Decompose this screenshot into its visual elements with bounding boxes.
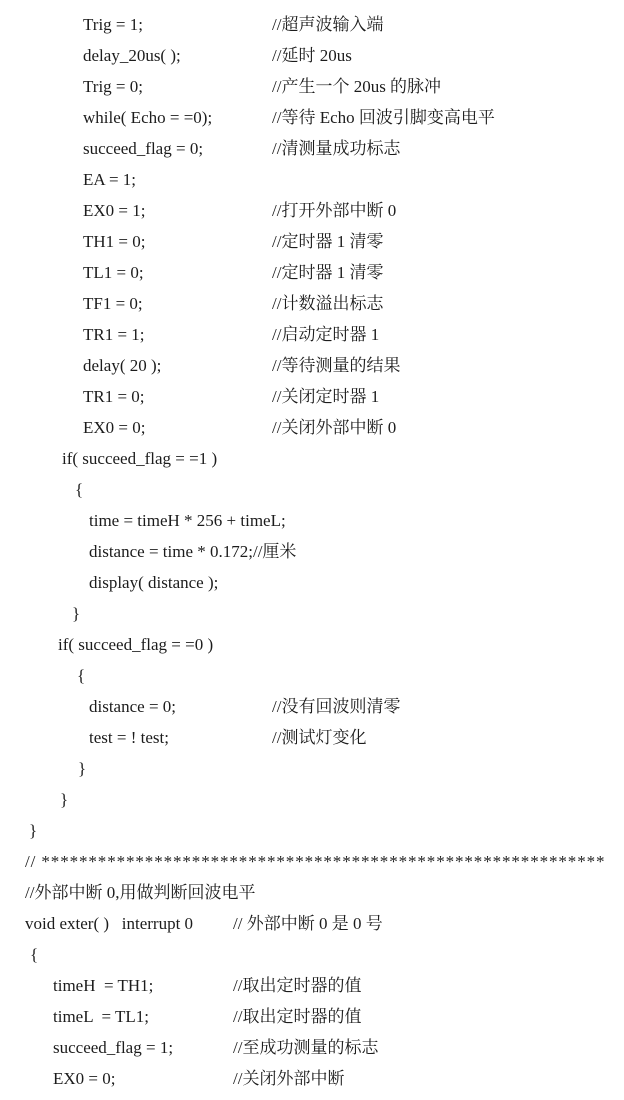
code-text: TR1 = 0; <box>83 387 145 406</box>
code-line <box>0 939 624 970</box>
code-text: if( succeed_flag = =0 ) <box>58 635 214 654</box>
code-text: } <box>29 821 38 840</box>
code-text: } <box>78 759 87 778</box>
code-line <box>0 1063 624 1094</box>
code-text: } <box>72 604 81 623</box>
code-text: display( distance ); <box>89 573 219 592</box>
code-line <box>0 970 624 1001</box>
code-text: { <box>75 480 84 499</box>
code-line <box>0 567 624 598</box>
comment-text: //至成功测量的标志 <box>233 1038 379 1057</box>
comment-text: //启动定时器 1 <box>272 325 380 344</box>
code-text: Trig = 1; <box>83 15 143 34</box>
code-text: succeed_flag = 0; <box>83 139 204 158</box>
code-line <box>0 753 624 784</box>
code-text: } <box>60 790 69 809</box>
code-text: // ************************************************************ <box>25 852 606 871</box>
code-line <box>0 102 624 133</box>
code-line <box>0 164 624 195</box>
code-line <box>0 474 624 505</box>
code-line <box>0 908 624 939</box>
comment-text: //取出定时器的值 <box>233 1007 362 1026</box>
code-line <box>0 1032 624 1063</box>
code-line <box>0 195 624 226</box>
code-line <box>0 629 624 660</box>
code-text: //外部中断 0,用做判断回波电平 <box>25 883 256 902</box>
code-line <box>0 784 624 815</box>
code-line <box>0 722 624 753</box>
code-text: { <box>30 945 39 964</box>
code-text: TR1 = 1; <box>83 325 145 344</box>
code-line <box>0 846 624 877</box>
code-line <box>0 350 624 381</box>
code-text: delay_20us( ); <box>83 46 181 65</box>
code-line <box>0 877 624 908</box>
code-text: time = timeH * 256 + timeL; <box>89 511 286 530</box>
code-line <box>0 1001 624 1032</box>
comment-text: //取出定时器的值 <box>233 976 362 995</box>
comment-text: //测试灯变化 <box>272 728 367 747</box>
code-line <box>0 40 624 71</box>
comment-text: // 外部中断 0 是 0 号 <box>233 914 383 933</box>
code-text: { <box>77 666 86 685</box>
comment-text: //等待测量的结果 <box>272 356 401 375</box>
code-text: TF1 = 0; <box>83 294 143 313</box>
code-line <box>0 288 624 319</box>
comment-text: //关闭外部中断 <box>233 1069 345 1088</box>
code-text: TL1 = 0; <box>83 263 144 282</box>
code-line <box>0 691 624 722</box>
code-text: delay( 20 ); <box>83 356 162 375</box>
code-text: succeed_flag = 1; <box>53 1038 174 1057</box>
comment-text: //延时 20us <box>272 46 352 65</box>
code-line <box>0 536 624 567</box>
code-line <box>0 598 624 629</box>
code-text: EA = 1; <box>83 170 137 189</box>
comment-text: //没有回波则清零 <box>272 697 401 716</box>
code-line <box>0 443 624 474</box>
comment-text: //关闭外部中断 0 <box>272 418 397 437</box>
code-text: EX0 = 1; <box>83 201 146 220</box>
code-line <box>0 815 624 846</box>
code-text: timeL = TL1; <box>53 1007 149 1026</box>
comment-text: //打开外部中断 0 <box>272 201 397 220</box>
code-line <box>0 71 624 102</box>
code-line <box>0 660 624 691</box>
code-text: while( Echo = =0); <box>83 108 213 127</box>
comment-text: //超声波输入端 <box>272 15 384 34</box>
code-text: void exter( ) interrupt 0 <box>25 914 194 933</box>
code-line <box>0 133 624 164</box>
comment-text: //等待 Echo 回波引脚变高电平 <box>272 108 495 127</box>
code-line <box>0 226 624 257</box>
comment-text: //清测量成功标志 <box>272 139 401 158</box>
code-line <box>0 319 624 350</box>
code-text: test = ! test; <box>89 728 169 747</box>
code-line <box>0 257 624 288</box>
code-text: EX0 = 0; <box>83 418 146 437</box>
code-text: distance = 0; <box>89 697 177 716</box>
code-line <box>0 9 624 40</box>
code-text: timeH = TH1; <box>53 976 154 995</box>
code-line <box>0 505 624 536</box>
code-text: distance = time * 0.172;//厘米 <box>89 542 297 561</box>
code-text: Trig = 0; <box>83 77 143 96</box>
comment-text: //定时器 1 清零 <box>272 263 384 282</box>
code-line <box>0 381 624 412</box>
comment-text: //关闭定时器 1 <box>272 387 380 406</box>
comment-text: //产生一个 20us 的脉冲 <box>272 77 442 96</box>
code-text: if( succeed_flag = =1 ) <box>62 449 218 468</box>
code-line <box>0 412 624 443</box>
code-text: EX0 = 0; <box>53 1069 116 1088</box>
code-text: TH1 = 0; <box>83 232 146 251</box>
comment-text: //定时器 1 清零 <box>272 232 384 251</box>
code-listing <box>0 9 624 1094</box>
comment-text: //计数溢出标志 <box>272 294 384 313</box>
